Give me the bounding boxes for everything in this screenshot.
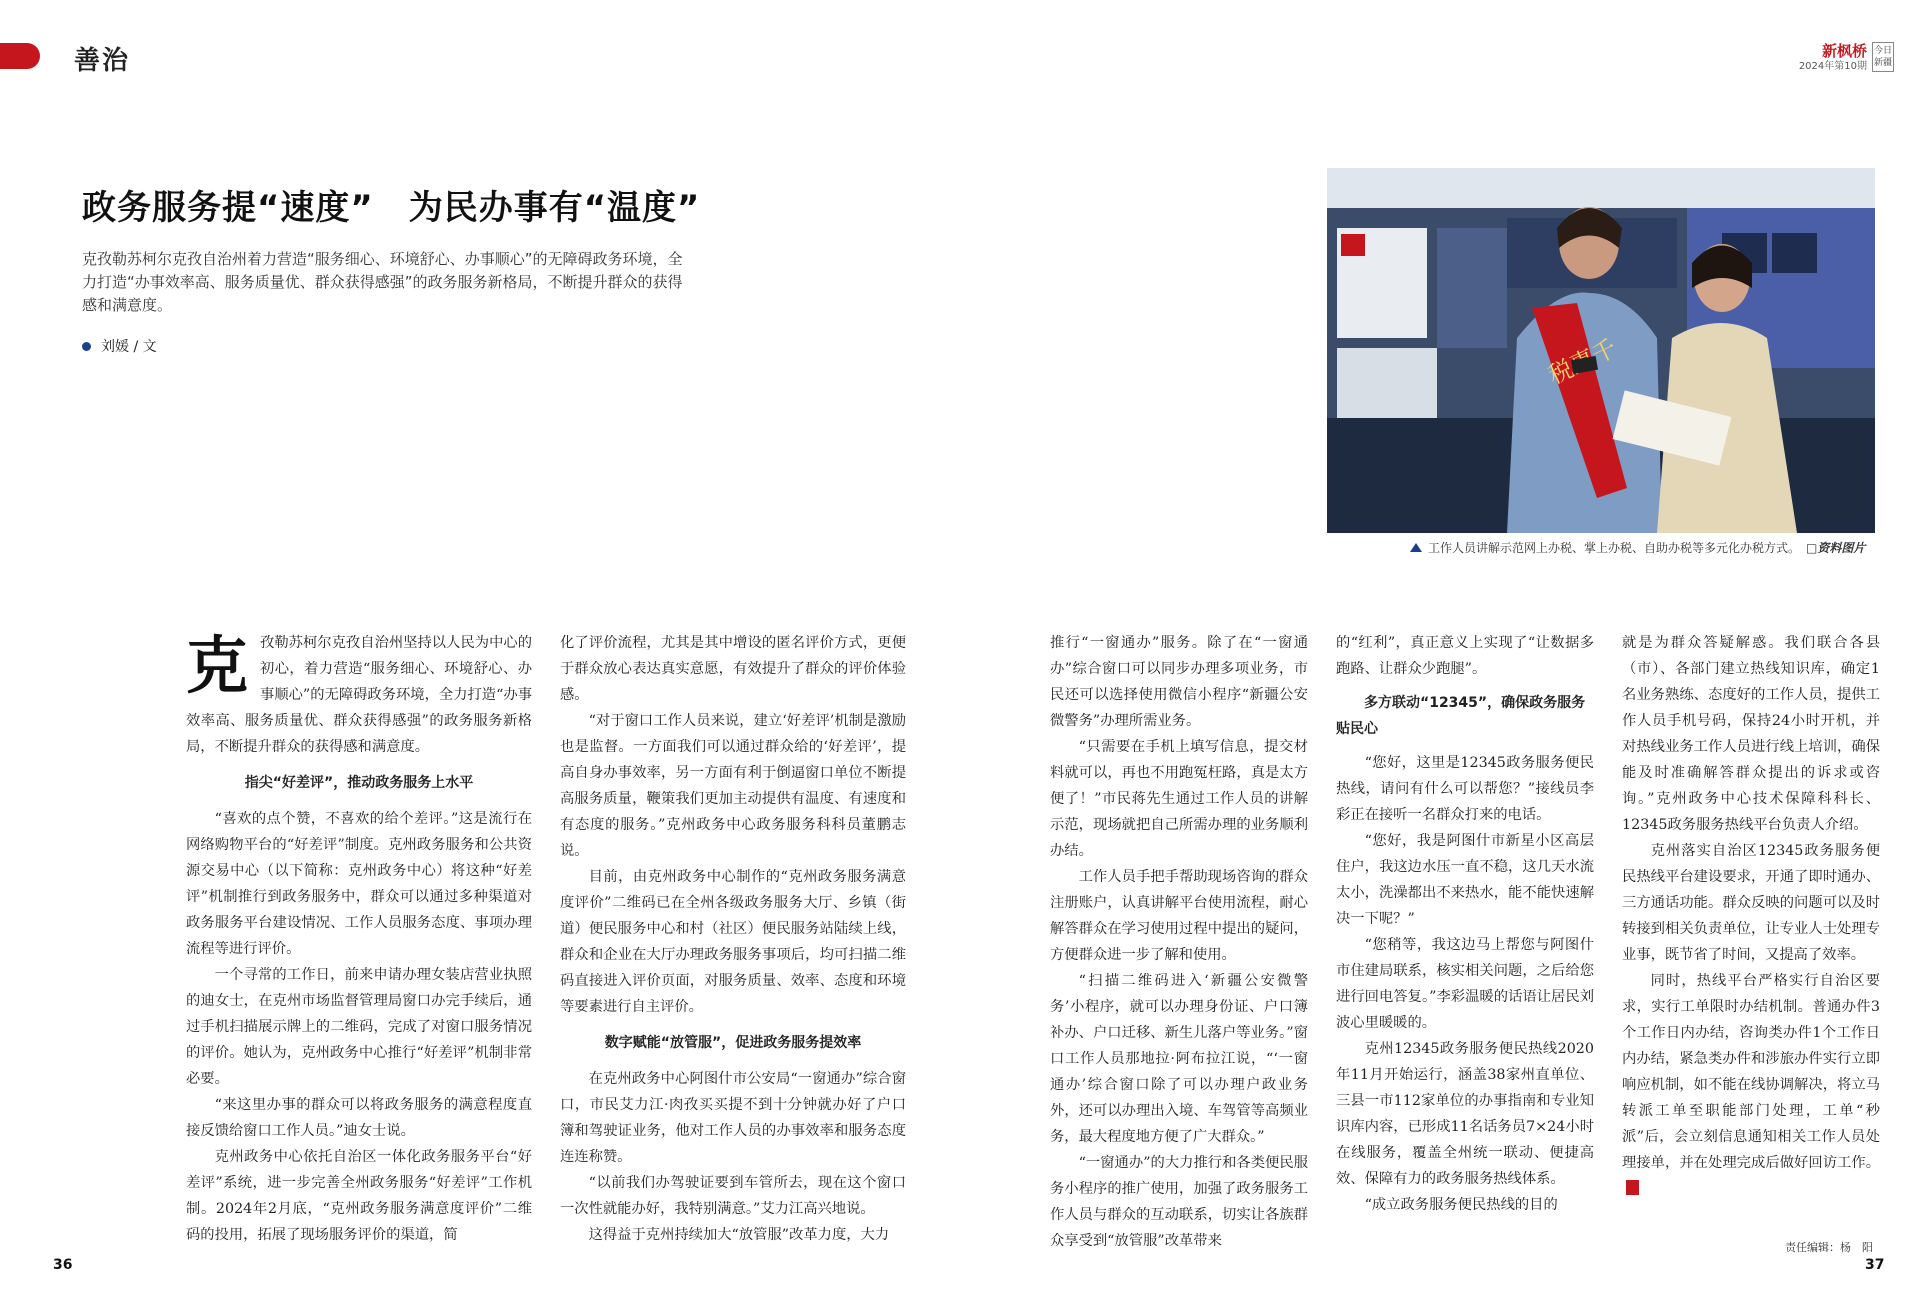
paragraph: 工作人员手把手帮助现场咨询的群众注册账户，认真讲解平台使用流程，耐心解答群众在学习使用过程中提出的疑问，方便群众进一步了解和使用。 xyxy=(1050,869,1308,963)
paragraph: 同时，热线平台严格实行自治区要求，实行工单限时办结机制。普通办件3个工作日内办结，咨询类办件1个工作日内办结，紧急类办件和涉旅办件实行立即响应机制，如不能在线协调解决，将立马转派工单至职能部门处理，工单“秒派”后，会立刻信息通知相关工作人员处理接单，并在处理完成后做好回访工作。 xyxy=(1622,968,1880,1202)
drop-cap: 克 xyxy=(186,629,249,702)
paragraph: “您好，这里是12345政务服务便民热线，请问有什么可以帮您？”接线员李彩正在接听一名群众打来的电话。 xyxy=(1336,755,1594,823)
paragraph: “您好，我是阿图什市新星小区高层住户，我这边水压一直不稳，这几天水流太小，洗澡都出不来热水，能不能快速解决一下呢？” xyxy=(1336,833,1594,927)
page-number-right: 37 xyxy=(1865,1257,1885,1273)
byline-text: 刘媛 / 文 xyxy=(101,339,157,355)
paragraph: “只需要在手机上填写信息，提交材料就可以，再也不用跑冤枉路，真是太方便了！”市民蒋先生通过工作人员的讲解示范，现场就把自己所需办理的业务顺利办结。 xyxy=(1050,739,1308,859)
subheading: 数字赋能“放管服”，促进政务服务提效率 xyxy=(604,1035,862,1051)
paragraph: 这得益于克州持续加大“放管服”改革力度，大力 xyxy=(588,1227,890,1243)
issue-number: 2024年第10期 xyxy=(1798,61,1867,72)
photo-caption xyxy=(1410,539,1865,556)
subheading: 指尖“好差评”，推动政务服务上水平 xyxy=(244,775,474,791)
body-column-1 xyxy=(186,630,532,1248)
paragraph: “您稍等，我这边马上帮您与阿图什市住建局联系，核实相关问题，之后给您进行回电答复。”李彩温暖的话语让居民刘波心里暖暖的。 xyxy=(1336,937,1594,1031)
paragraph: 推行“一窗通办”服务。除了在“一窗通办”综合窗口可以同步办理多项业务，市民还可以选择使用微信小程序“新疆公安微警务”办理所需业务。 xyxy=(1050,635,1308,729)
photo-illustration xyxy=(1327,168,1875,533)
article-headline: 政务服务提“速度” 为民办事有“温度” xyxy=(82,188,701,228)
paragraph: 化了评价流程，尤其是其中增设的匿名评价方式，更便于群众放心表达真实意愿，有效提升了群众的评价体验感。 xyxy=(560,635,906,703)
paragraph: 克州政务中心依托自治区一体化政务服务平台“好差评”系统，进一步完善全州政务服务“好差评”工作机制。2024年2月底，“克州政务服务满意度评价”二维码的投用，拓展了现场服务评价的渠道，简 xyxy=(186,1149,532,1243)
byline xyxy=(82,336,157,356)
body-column-4 xyxy=(1336,630,1594,1218)
paragraph: “扫描二维码进入‘新疆公安微警务’小程序，就可以办理身份证、户口簿补办、户口迁移、新生儿落户等业务。”窗口工作人员那地拉·阿布拉江说，“‘一窗通办’综合窗口除了可以办理户政业务外，还可以办理出入境、车驾管等高频业务，最大程度地方便了广大群众。” xyxy=(1050,973,1308,1145)
body-column-5 xyxy=(1622,630,1880,1202)
photo-credit: □资料图片 xyxy=(1806,541,1866,555)
paragraph: “一窗通办”的大力推行和各类便民服务小程序的推广使用，加强了政务服务工作人员与群众的互动联系，切实让各族群众享受到“放管服”改革带来 xyxy=(1050,1155,1308,1249)
subheading: 多方联动“12345”，确保政务服务贴民心 xyxy=(1336,695,1586,737)
paragraph: 一个寻常的工作日，前来申请办理女装店营业执照的迪女士，在克州市场监督管理局窗口办完手续后，通过手机扫描展示牌上的二维码，完成了对窗口服务情况的评价。她认为，克州政务中心推行“好差评”机制非常必要。 xyxy=(186,967,532,1087)
paragraph: 目前，由克州政务中心制作的“克州政务服务满意度评价”二维码已在全州各级政务服务大厅、乡镇（街道）便民服务中心和村（社区）便民服务站陆续上线，群众和企业在大厅办理政务服务事项后，均可扫描二维码直接进入评价页面，对服务质量、效率、态度和环境等要素进行自主评价。 xyxy=(560,869,906,1015)
paragraph: “成立政务服务便民热线的目的 xyxy=(1364,1197,1558,1213)
paragraph: 就是为群众答疑解惑。我们联合各县（市）、各部门建立热线知识库，确定1名业务熟练、态度好的工作人员，提供工作人员手机号码，保持24小时开机，并对热线业务工作人员进行线上培训，确保能及时准确解答群众提出的诉求或咨询。”克州政务中心技术保障科科长、12345政务服务热线平台负责人介绍。 xyxy=(1622,635,1880,833)
body-column-3 xyxy=(1050,630,1308,1254)
page-number-left: 36 xyxy=(53,1257,73,1273)
brand-badge: 今日新疆 xyxy=(1872,42,1894,72)
magazine-brand xyxy=(1757,42,1867,73)
bullet-dot-icon xyxy=(82,342,91,351)
paragraph: “来这里办事的群众可以将政务服务的满意程度直接反馈给窗口工作人员。”迪女士说。 xyxy=(186,1097,532,1139)
paragraph: 在克州政务中心阿图什市公安局“一窗通办”综合窗口，市民艾力江·肉孜买买提不到十分钟就办好了户口簿和驾驶证业务，他对工作人员的办事效率和服务态度连连称赞。 xyxy=(560,1071,906,1165)
section-tab-marker xyxy=(0,43,40,69)
responsible-editor: 责任编辑：杨 阳 xyxy=(1785,1241,1873,1254)
caption-triangle-icon xyxy=(1410,543,1422,552)
paragraph: 克州12345政务服务便民热线2020年11月开始运行，涵盖38家州直单位、三县一市112家单位的办事指南和专业知识库内容，已形成11名话务员7×24小时在线服务，覆盖全州统一联动、便捷高效、保障有力的政务服务热线体系。 xyxy=(1336,1041,1594,1187)
brand-name: 新枫桥 xyxy=(1821,42,1867,60)
article-standfirst: 克孜勒苏柯尔克孜自治州着力营造“服务细心、环境舒心、办事顺心”的无障碍政务环境，全力打造“办事效率高、服务质量优、群众获得感强”的政务服务新格局，不断提升群众的获得感和满意度。 xyxy=(82,250,683,314)
caption-text: 工作人员讲解示范网上办税、掌上办税、自助办税等多元化办税方式。 xyxy=(1428,541,1801,555)
paragraph: “对于窗口工作人员来说，建立‘好差评’机制是激励也是监督。一方面我们可以通过群众给的‘好差评’，提高自身办事效率，另一方面有利于倒逼窗口单位不断提高服务质量，鞭策我们更加主动提供有温度、有速度和有态度的服务。”克州政务中心政务服务科科员董鹏志说。 xyxy=(560,713,906,859)
section-title: 善治 xyxy=(74,46,131,76)
body-column-2 xyxy=(560,630,906,1248)
paragraph: 的“红利”，真正意义上实现了“让数据多跑路、让群众少跑腿”。 xyxy=(1336,635,1594,677)
paragraph: “以前我们办驾驶证要到车管所去，现在这个窗口一次性就能办好，我特别满意。”艾力江高兴地说。 xyxy=(560,1175,906,1217)
lead-paragraph: 克孜勒苏柯尔克孜自治州坚持以人民为中心的初心，着力营造“服务细心、环境舒心、办事顺心”的无障碍政务环境，全力打造“办事效率高、服务质量优、群众获得感强”的政务服务新格局，不断提升群众的获得感和满意度。 xyxy=(186,629,532,755)
end-mark-icon xyxy=(1626,1180,1639,1195)
paragraph: 克州落实自治区12345政务服务便民热线平台建设要求，开通了即时通办、三方通话功能。群众反映的问题可以及时转接到相关负责单位，让专业人士处理专业事，既节省了时间，又提高了效率。 xyxy=(1622,843,1880,963)
paragraph: “喜欢的点个赞，不喜欢的给个差评。”这是流行在网络购物平台的“好差评”制度。克州政务服务和公共资源交易中心（以下简称：克州政务中心）将这种“好差评”机制推行到政务服务中，群众可以通过多种渠道对政务服务平台建设情况、工作人员服务态度、事项办理流程等进行评价。 xyxy=(186,811,532,957)
article-photo xyxy=(1327,168,1875,533)
